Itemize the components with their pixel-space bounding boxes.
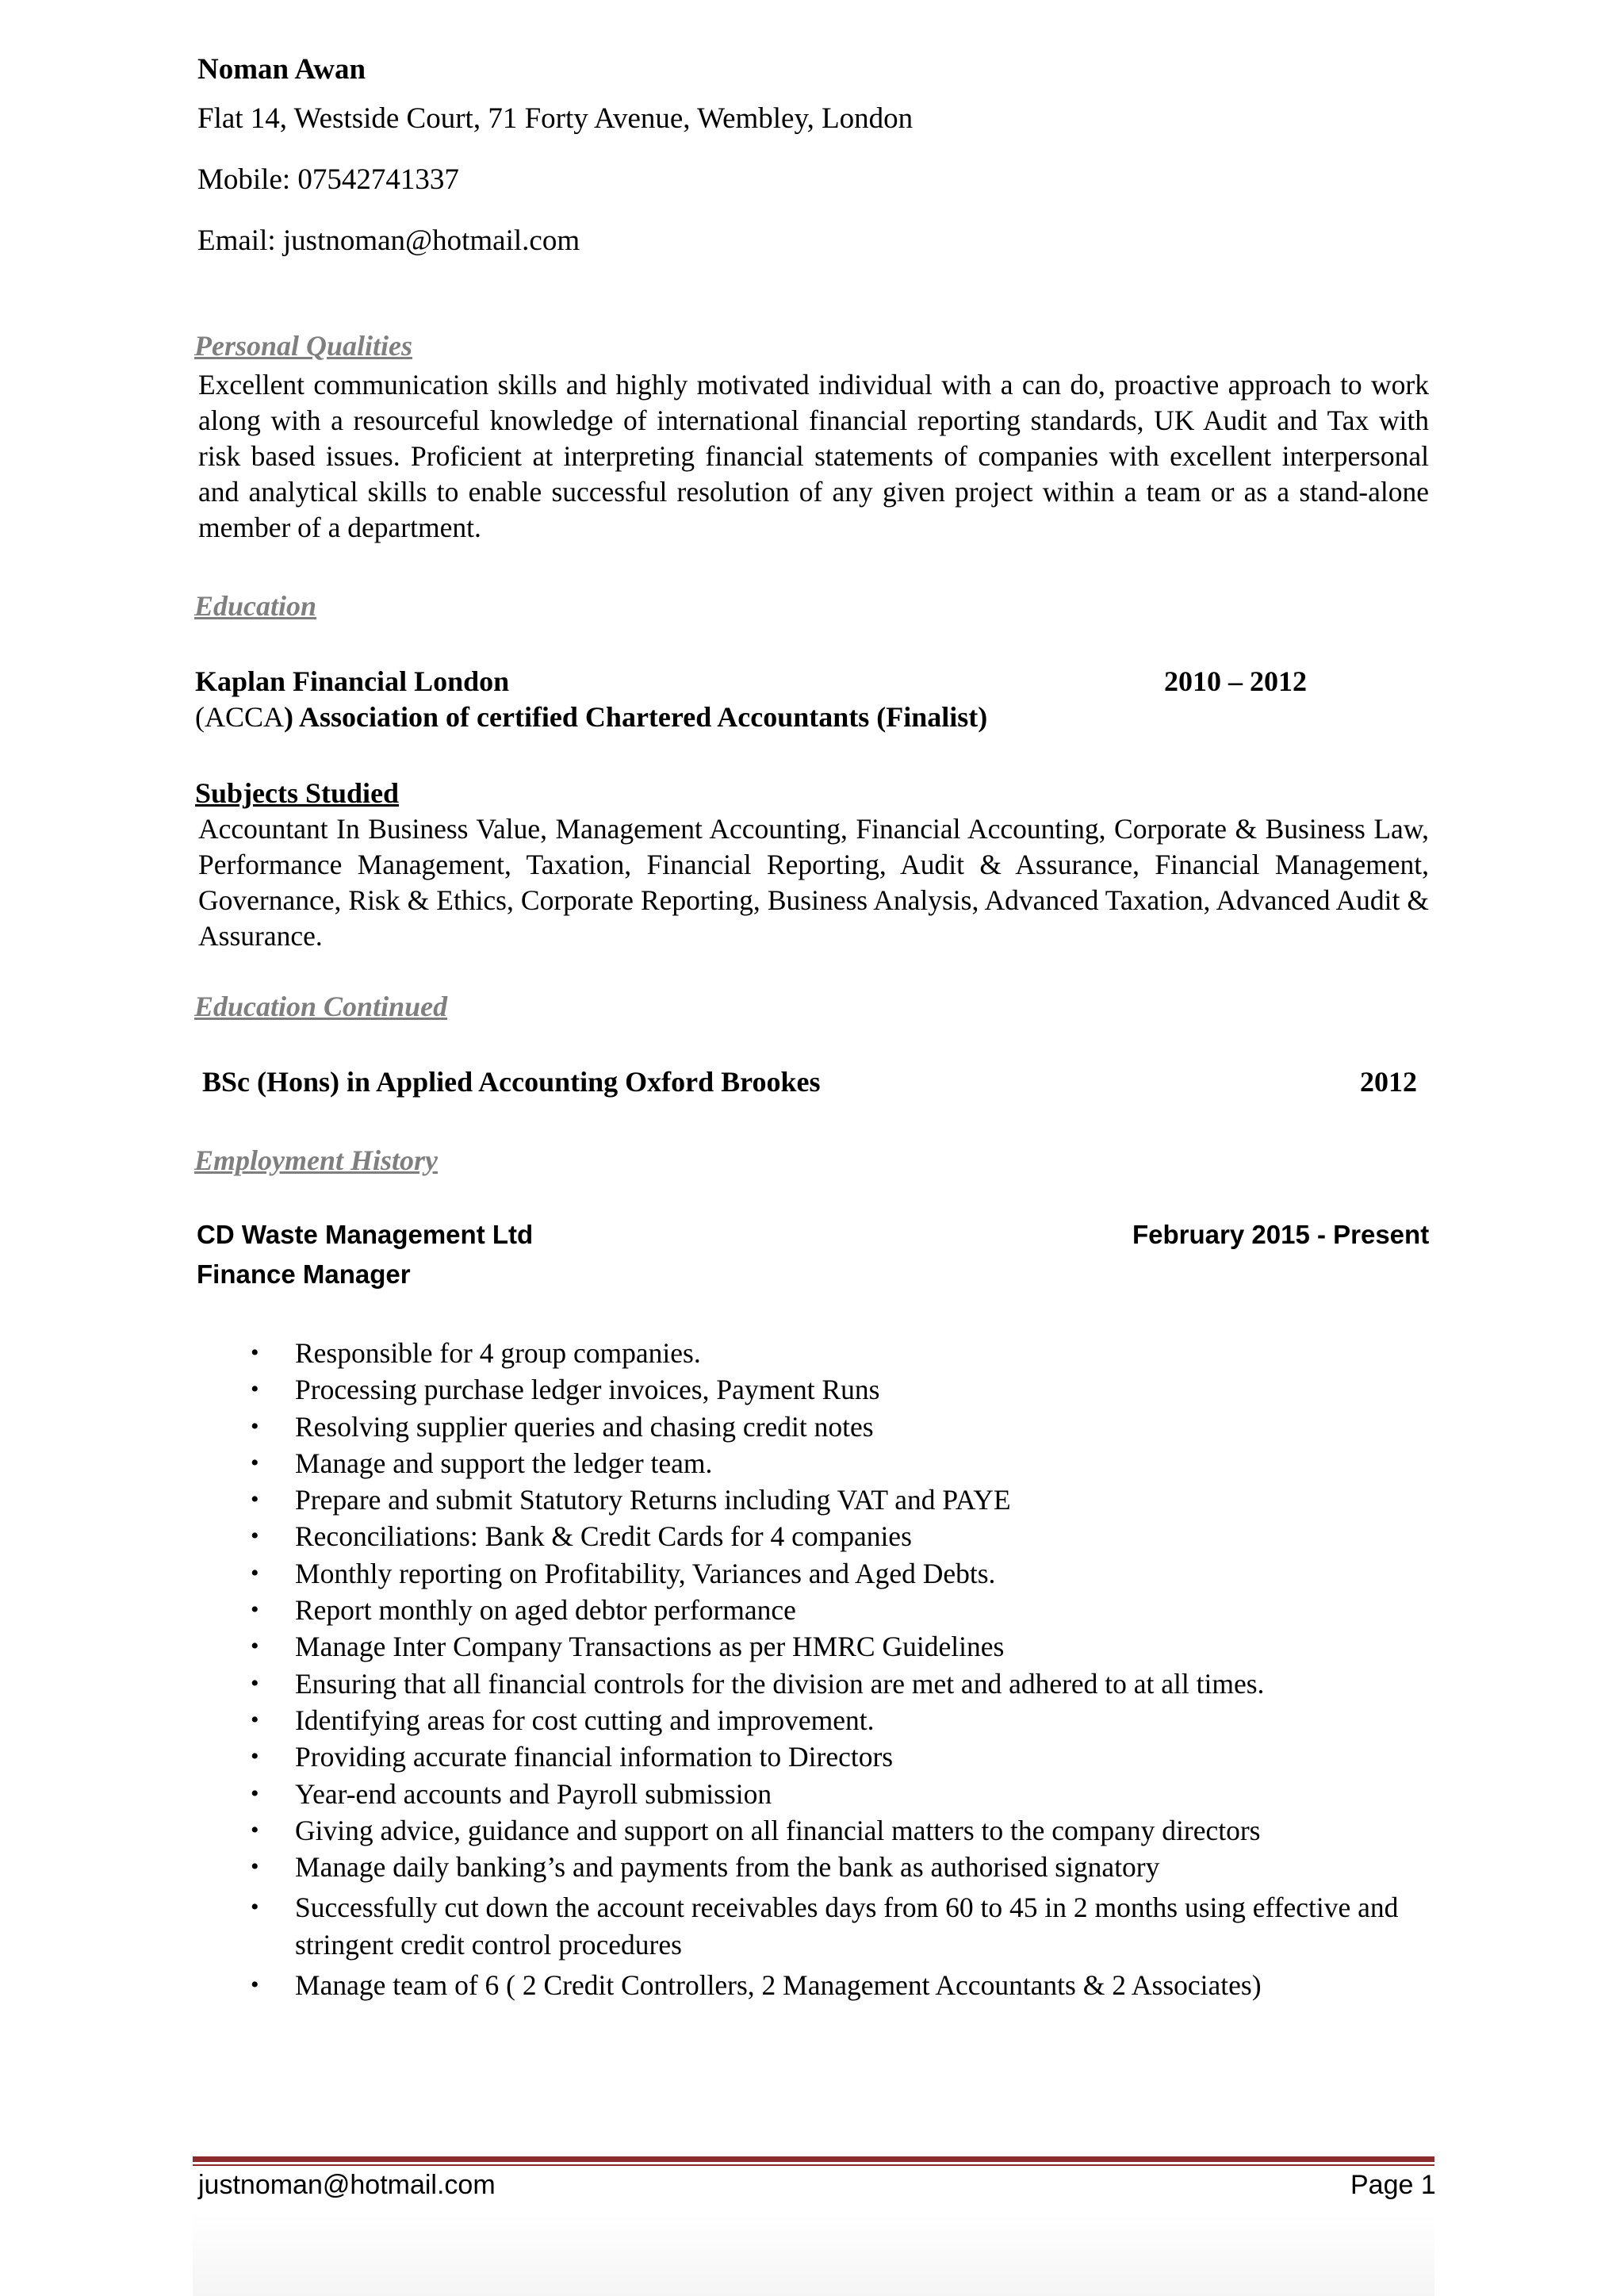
list-item: [238, 1445, 1435, 1481]
list-item-text: Manage team of 6 ( 2 Credit Controllers, 2 Management Accountants & 2 Associates): [295, 1969, 1262, 2002]
bullet-icon: •: [251, 1780, 259, 1807]
bullet-icon: •: [251, 1449, 259, 1476]
list-item: [238, 1889, 1435, 1963]
list-item: [238, 1592, 1435, 1628]
employment-heading: Employment History: [194, 1144, 439, 1176]
bullet-icon: •: [251, 1596, 259, 1623]
list-item-text: Year-end accounts and Payroll submission: [295, 1777, 772, 1810]
subjects-heading: Subjects Studied: [195, 777, 400, 809]
list-item: [238, 1518, 1435, 1554]
list-item-text: Manage daily banking’s and payments from the bank as authorised signatory: [295, 1851, 1160, 1884]
list-item: [238, 1335, 1435, 1371]
mobile: Mobile: 07542741337: [197, 163, 459, 196]
education-qualification: [195, 700, 987, 734]
bullet-icon: •: [251, 1376, 259, 1403]
personal-qualities-heading: Personal Qualities: [194, 330, 413, 362]
list-item: [238, 1776, 1435, 1812]
list-item-text: Giving advice, guidance and support on all financial matters to the company directors: [295, 1814, 1261, 1846]
list-item-text: Monthly reporting on Profitability, Variances and Aged Debts.: [295, 1557, 996, 1589]
bullet-icon: •: [251, 1706, 259, 1733]
bullet-icon: •: [251, 1816, 259, 1843]
bullet-icon: •: [251, 1853, 259, 1880]
list-item-text: Manage Inter Company Transactions as per HMRC Guidelines: [295, 1631, 1005, 1663]
list-item-text: Processing purchase ledger invoices, Payment Runs: [295, 1374, 880, 1406]
footer-divider: [193, 2156, 1434, 2162]
page-number: Page 1: [1350, 2170, 1436, 2200]
list-item-text: Ensuring that all financial controls for the division are met and adhered to at all times.: [295, 1667, 1265, 1700]
job-title: Finance Manager: [197, 1259, 411, 1289]
bullet-icon: •: [251, 1523, 259, 1550]
footer-email: justnoman@hotmail.com: [198, 2170, 496, 2200]
bullet-icon: •: [251, 1633, 259, 1660]
list-item-text: Responsible for 4 group companies.: [295, 1337, 701, 1369]
list-item: [238, 1409, 1435, 1445]
page-bottom-shade: [193, 2213, 1434, 2296]
list-item-text: Resolving supplier queries and chasing credit notes: [295, 1410, 874, 1443]
list-item: [238, 1481, 1435, 1518]
list-item: [238, 1555, 1435, 1592]
list-item: [238, 1371, 1435, 1408]
list-item-text: Manage and support the ledger team.: [295, 1447, 713, 1479]
degree-year: 2012: [1360, 1066, 1417, 1098]
degree: BSc (Hons) in Applied Accounting Oxford Brookes: [202, 1066, 821, 1098]
subjects-text: Accountant In Business Value, Management Accounting, Financial Accounting, Corporate & Business Law, Performance Management, Taxation, Financial Reporting, Audit & Assurance, Financial Management, Governance, Risk & Ethics, Corporate Reporting, Business Analysis, Advanced Taxation, Advanced Audit & Assurance.: [198, 813, 1429, 952]
qualification-rest: ) Association of certified Chartered Accountants (Finalist): [284, 701, 988, 733]
list-item: [238, 1738, 1435, 1775]
list-item-text: Identifying areas for cost cutting and improvement.: [295, 1704, 875, 1736]
list-item: [238, 1702, 1435, 1738]
email: Email: justnoman@hotmail.com: [197, 224, 580, 257]
list-item: [238, 1849, 1435, 1885]
list-item-text: Successfully cut down the account receivables days from 60 to 45 in 2 months using effective and stringent credit control procedures: [295, 1892, 1399, 1961]
qualification-prefix: (ACCA: [195, 701, 285, 733]
education-heading: Education: [194, 590, 317, 622]
employment-dates: February 2015 - Present: [1132, 1220, 1430, 1249]
list-item-text: Report monthly on aged debtor performance: [295, 1594, 796, 1627]
list-item-text: Reconciliations: Bank & Credit Cards for 4 companies: [295, 1520, 912, 1553]
bullet-icon: •: [251, 1972, 259, 1999]
bullet-icon: •: [251, 1894, 259, 1921]
candidate-name: Noman Awan: [197, 53, 366, 86]
bullet-icon: •: [251, 1559, 259, 1586]
personal-qualities-text: Excellent communication skills and highly motivated individual with a can do, proactive approach to work along with a resourceful knowledge of international financial reporting standards, UK Audit and Tax with risk based issues. Proficient at interpreting financial statements of companies with excellent interpersonal and analytical skills to enable successful resolution of any given project within a team or as a stand-alone member of a department.: [198, 369, 1429, 543]
education-dates: 2010 – 2012: [1164, 665, 1307, 697]
bullet-icon: •: [251, 1669, 259, 1696]
employer: CD Waste Management Ltd: [197, 1220, 534, 1249]
bullet-icon: •: [251, 1412, 259, 1439]
list-item-text: Prepare and submit Statutory Returns including VAT and PAYE: [295, 1484, 1011, 1516]
bullet-icon: •: [251, 1340, 259, 1366]
bullet-icon: •: [251, 1486, 259, 1513]
footer-divider-thin: [193, 2164, 1434, 2166]
list-item-text: Providing accurate financial information to Directors: [295, 1741, 894, 1773]
list-item: [238, 1967, 1435, 2003]
address: Flat 14, Westside Court, 71 Forty Avenue, Wembley, London: [197, 102, 914, 135]
responsibilities-list: [238, 1335, 1435, 2003]
list-item: [238, 1812, 1435, 1849]
bullet-icon: •: [251, 1743, 259, 1770]
list-item: [238, 1628, 1435, 1665]
education-continued-heading: Education Continued: [194, 991, 448, 1022]
list-item: [238, 1665, 1435, 1702]
education-institution: Kaplan Financial London: [195, 665, 510, 697]
